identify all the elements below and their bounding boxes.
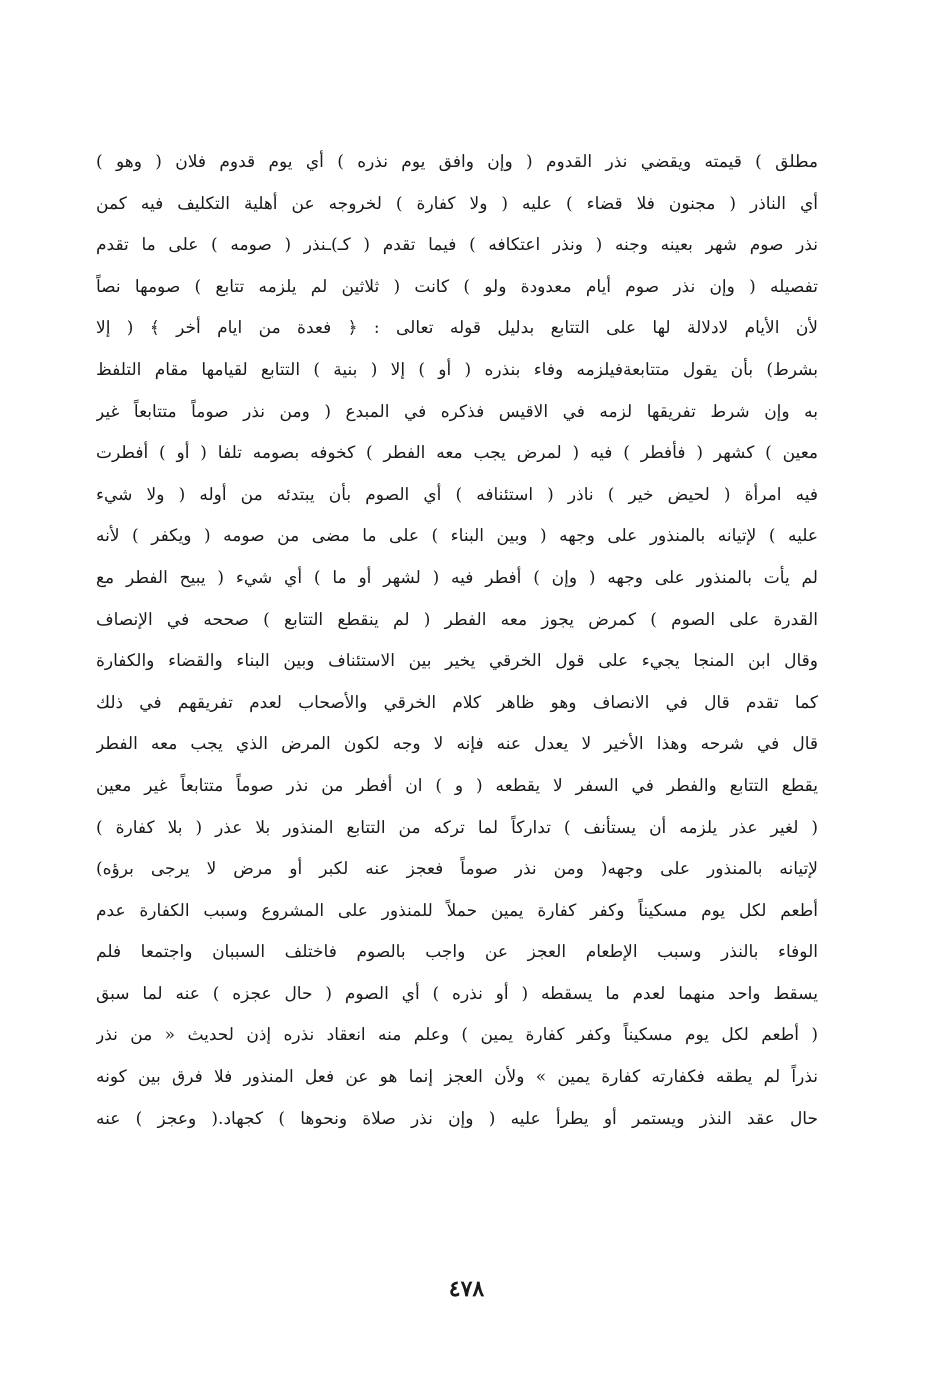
text-line: به وإن شرط تفريقها لزمه في الاقيس فذكره في المبدع ( ومن نذر صوماً متتابعاً غير xyxy=(96,401,818,422)
text-line: ( لغير عذر يلزمه أن يستأنف ) تداركاً لما تركه من التتابع المنذور بلا عذر ( بلا كفارة ) xyxy=(96,817,818,838)
text-line: معين ) كشهر ( فأفطر ) فيه ( لمرض يجب معه الفطر ) كخوفه بصومه تلفا ( أو ) أفطرت xyxy=(96,443,818,464)
text-line: تفصيله ( وإن نذر صوم أيام معدودة ولو ) كانت ( ثلاثين لم يلزمه تتابع ) صومها نصاً xyxy=(96,276,818,297)
text-line: بشرط) بأن يقول متتابعةفيلزمه وفاء بنذره ( أو ) إلا ( بنية ) التتابع لقيامها مقام التلفظ xyxy=(96,359,818,380)
text-line: وقال ابن المنجا يجيء على قول الخرقي يخير بين الاستئناف وبين البناء والقضاء والكفارة xyxy=(96,651,818,672)
text-line: فيه امرأة ( لحيض خير ) ناذر ( استئنافه ) أي الصوم بأن يبتدئه من أوله ( ولا شيء xyxy=(96,484,818,505)
text-line: أي الناذر ( مجنون فلا قضاء ) عليه ( ولا كفارة ) لخروجه عن أهلية التكليف فيه كمن xyxy=(96,193,818,214)
text-line: يسقط واحد منهما لعدم ما يسقطه ( أو نذره ) أي الصوم ( حال عجزه ) عنه لما سبق xyxy=(96,983,818,1004)
text-line: نذر صوم شهر بعينه وجنه ( ونذر اعتكافه ) فيما تقدم ( كـ)ـنذر ( صومه ) على ما تقدم xyxy=(96,235,818,256)
text-line: عليه ) لإتيانه بالمنذور على وجهه ( وبين البناء ) على ما مضى من صومه ( ويكفر ) لأنه xyxy=(96,526,818,547)
text-line: الوفاء بالنذر وسبب الإطعام العجز عن واجب بالصوم فاختلف السببان واجتمعا فلم xyxy=(96,942,818,963)
text-line: القدرة على الصوم ) كمرض يجوز معه الفطر ( لم ينقطع التتابع ) صححه في الإنصاف xyxy=(96,609,818,630)
text-line: لإتيانه بالمنذور على وجهه( ومن نذر صوماً فعجز عنه لكبر أو مرض لا يرجى برؤه) xyxy=(96,859,818,880)
page-number: ٤٧٨ xyxy=(448,1276,485,1302)
text-line: كما تقدم قال في الانصاف وهو ظاهر كلام الخرقي والأصحاب لعدم تفريقهم في ذلك xyxy=(96,692,818,713)
text-line: ( أطعم لكل يوم مسكيناً وكفر كفارة يمين ) وعلم منه انعقاد نذره إذن لحديث « من نذر xyxy=(96,1025,818,1046)
text-line: حال عقد النذر ويستمر أو يطرأ عليه ( وإن نذر صلاة ونحوها ) كجهاد.( وعجز ) عنه xyxy=(96,1108,818,1129)
text-line: نذراً لم يطقه فكفارته كفارة يمين » ولأن العجز إنما هو عن فعل المنذور فلا فرق بين كونه xyxy=(96,1067,818,1088)
text-line: قال في شرحه وهذا الأخير لا يعدل عنه فإنه لا وجه لكون المرض الذي يجب معه الفطر xyxy=(96,734,818,755)
body-text xyxy=(96,142,818,1140)
text-line: أطعم لكل يوم مسكيناً وكفر كفارة يمين حملاً للمنذور على المشروع وسبب الكفارة عدم xyxy=(96,900,818,921)
text-line: يقطع التتابع والفطر في السفر لا يقطعه ( و ) ان أفطر من نذر صوماً متتابعاً غير معين xyxy=(96,775,818,796)
text-line: لم يأت بالمنذور على وجهه ( وإن ) أفطر فيه ( لشهر أو ما ) أي شيء ( يبيح الفطر مع xyxy=(96,567,818,588)
text-line: مطلق ) قيمته ويقضي نذر القدوم ( وإن وافق يوم نذره ) أي يوم قدوم فلان ( وهو ) xyxy=(96,152,818,172)
text-line: لأن الأيام لادلالة لها على التتابع بدليل قوله تعالى : ﴿ فعدة من ايام أخر ﴾ ( إلا xyxy=(96,318,818,339)
